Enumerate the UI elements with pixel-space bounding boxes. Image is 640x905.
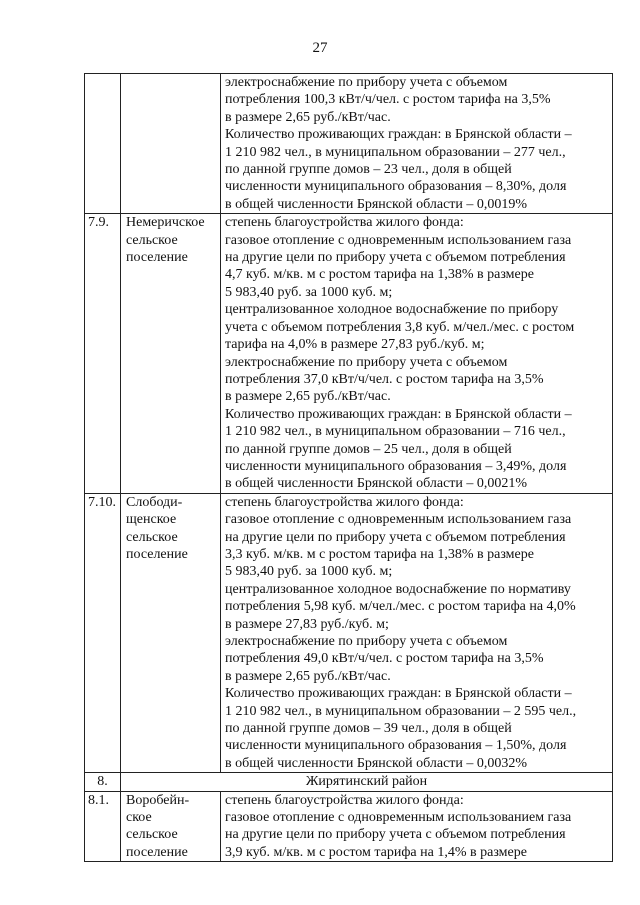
description-line: численности муниципального образования – 3,49%, доля (225, 458, 567, 474)
item-number (85, 74, 121, 214)
region-row (85, 773, 613, 791)
settlement-name-line: поселение (126, 250, 188, 266)
description-line: 4,7 куб. м/кв. м с ростом тарифа на 1,38% в размере (225, 267, 534, 283)
description-line: на другие цели по прибору учета с объемом потребления (225, 250, 566, 266)
page-number: 27 (312, 40, 328, 56)
description-line: численности муниципального образования – 8,30%, доля (225, 179, 567, 195)
housing-description (221, 493, 613, 773)
settlement-name (121, 791, 221, 862)
settlement-name-line: Слободи- (126, 494, 183, 510)
description-line: в размере 2,65 руб./кВт/час. (225, 109, 391, 125)
description-line: потребления 49,0 кВт/ч/чел. с ростом тарифа на 3,5% (225, 651, 544, 667)
description-line: 1 210 982 чел., в муниципальном образовании – 716 чел., (225, 424, 566, 440)
description-line: в размере 2,65 руб./кВт/час. (225, 668, 391, 684)
description-line: электроснабжение по прибору учета с объемом (225, 634, 508, 649)
description-line: электроснабжение по прибору учета с объемом (225, 75, 508, 90)
settlement-name-line: щенское (126, 512, 177, 528)
settlement-name (121, 214, 221, 494)
housing-description (221, 791, 613, 862)
description-line: на другие цели по прибору учета с объемом потребления (225, 529, 566, 545)
description-line: численности муниципального образования – 1,50%, доля (225, 738, 567, 754)
description-line: тарифа на 4,0% в размере 27,83 руб./куб. м; (225, 337, 485, 353)
description-line: газовое отопление с одновременным использованием газа (225, 512, 572, 528)
description-line: в общей численности Брянской области – 0,0021% (225, 476, 528, 492)
description-line: 5 983,40 руб. за 1000 куб. м; (225, 564, 393, 580)
description-line: потребления 37,0 кВт/ч/чел. с ростом тарифа на 3,5% (225, 371, 544, 387)
settlement-name-line: поселение (126, 844, 188, 860)
region-title: Жирятинский район (121, 773, 613, 791)
description-line: в размере 2,65 руб./кВт/час. (225, 389, 391, 405)
description-line: в размере 27,83 руб./куб. м; (225, 616, 389, 632)
description-line: 1 210 982 чел., в муниципальном образовании – 2 595 чел., (225, 703, 577, 719)
description-line: 3,3 куб. м/кв. м с ростом тарифа на 1,38% в размере (225, 546, 534, 562)
region-number: 8. (85, 773, 121, 791)
settlement-name-line: Немеричское (126, 215, 205, 231)
table-body (85, 74, 613, 862)
settlement-name-line: сельское (126, 827, 178, 843)
settlement-name (121, 493, 221, 773)
settlement-name (121, 74, 221, 214)
description-line: степень благоустройства жилого фонда: (225, 215, 464, 231)
description-line: 1 210 982 чел., в муниципальном образовании – 277 чел., (225, 144, 566, 160)
description-line: газовое отопление с одновременным использованием газа (225, 232, 572, 248)
description-line: степень благоустройства жилого фонда: (225, 792, 464, 808)
description-line: учета с объемом потребления 3,8 куб. м/чел./мес. с ростом (225, 319, 575, 335)
item-number: 7.9. (85, 214, 121, 494)
description-line: потребления 100,3 кВт/ч/чел. с ростом тарифа на 3,5% (225, 92, 551, 108)
description-line: Количество проживающих граждан: в Брянской области – (225, 406, 572, 422)
settlement-name-line: ское (126, 810, 152, 826)
item-number: 7.10. (85, 493, 121, 773)
settlement-name-line: поселение (126, 546, 188, 562)
housing-description (221, 74, 613, 214)
description-line: 5 983,40 руб. за 1000 куб. м; (225, 284, 393, 300)
description-line: централизованное холодное водоснабжение по нормативу (225, 581, 571, 597)
item-number: 8.1. (85, 791, 121, 862)
description-line: 3,9 куб. м/кв. м с ростом тарифа на 1,4% в размере (225, 844, 527, 860)
description-line: потребления 5,98 куб. м/чел./мес. с ростом тарифа на 4,0% (225, 599, 576, 615)
table-row (85, 74, 613, 214)
description-line: Количество проживающих граждан: в Брянской области – (225, 686, 572, 702)
description-line: по данной группе домов – 23 чел., доля в общей (225, 162, 512, 178)
table-row (85, 493, 613, 773)
description-line: электроснабжение по прибору учета с объемом (225, 354, 508, 370)
description-line: по данной группе домов – 39 чел., доля в общей (225, 721, 512, 737)
settlement-name-line: сельское (126, 529, 178, 545)
settlement-name-line: Воробейн- (126, 792, 190, 808)
description-line: централизованное холодное водоснабжение по прибору (225, 302, 559, 318)
tariff-table (84, 73, 613, 862)
description-line: в общей численности Брянской области – 0,0019% (225, 196, 528, 212)
description-line: Количество проживающих граждан: в Брянской области – (225, 127, 572, 143)
description-line: в общей численности Брянской области – 0,0032% (225, 755, 528, 771)
settlement-name-line: сельское (126, 232, 178, 248)
table-row (85, 791, 613, 862)
description-line: газовое отопление с одновременным использованием газа (225, 810, 572, 826)
table-row (85, 214, 613, 494)
description-line: по данной группе домов – 25 чел., доля в общей (225, 441, 512, 457)
description-line: на другие цели по прибору учета с объемом потребления (225, 827, 566, 843)
description-line: степень благоустройства жилого фонда: (225, 494, 464, 510)
housing-description (221, 214, 613, 494)
